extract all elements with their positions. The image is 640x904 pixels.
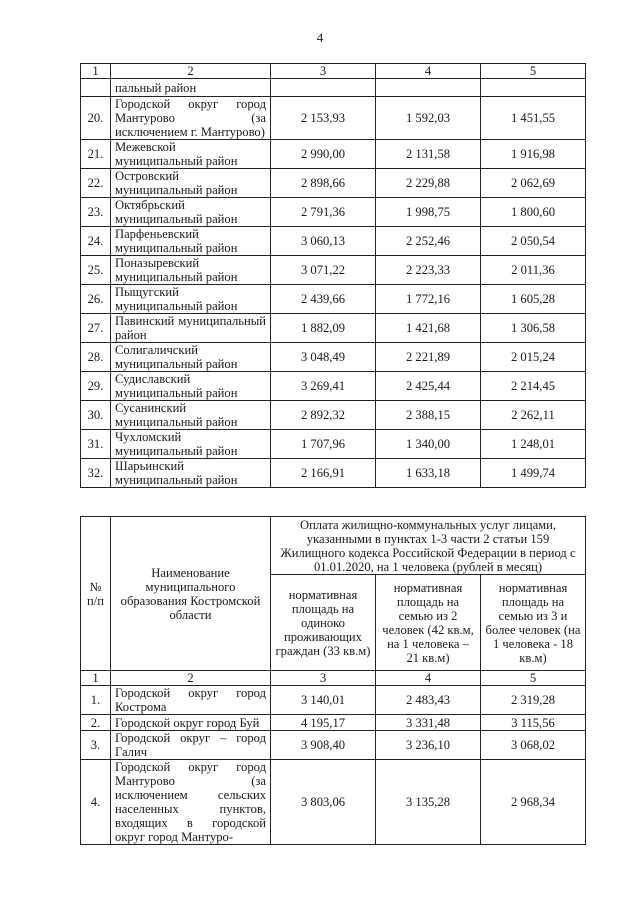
value-col5: 2 062,69 [481,169,586,198]
municipality-name: Пыщугский муниципальный район [111,285,271,314]
municipality-name: Солигаличский муниципальный район [111,343,271,372]
value-col5: 2 011,36 [481,256,586,285]
header-row [81,517,586,575]
row-number: 4. [81,760,111,845]
col-number: 4 [376,64,481,79]
value-col4: 1 633,18 [376,459,481,488]
row-number: 23. [81,198,111,227]
table-row [81,256,586,285]
value-col4: 3 331,48 [376,715,481,731]
row-number: 27. [81,314,111,343]
value-col5: 1 605,28 [481,285,586,314]
col-number: 5 [481,64,586,79]
value-col3: 3 048,49 [271,343,376,372]
table-row [81,97,586,140]
municipality-name: Городской округ город Мантурово (за исключением г. Мантурово) [111,97,271,140]
value-col4: 2 223,33 [376,256,481,285]
value-col5: 2 319,28 [481,686,586,715]
column-number-row [81,64,586,79]
value-col5: 1 916,98 [481,140,586,169]
header-col3: нормативная площадь на одиноко проживающих граждан (33 кв.м) [271,575,376,671]
value-col5: 1 499,74 [481,459,586,488]
value-col3: 3 269,41 [271,372,376,401]
municipality-name: Чухломский муниципальный район [111,430,271,459]
value-col4: 2 229,88 [376,169,481,198]
table-row [81,715,586,731]
row-number: 28. [81,343,111,372]
value-col4: 2 221,89 [376,343,481,372]
table-continued [80,63,586,488]
value-col4: 1 998,75 [376,198,481,227]
row-number: 29. [81,372,111,401]
value-col5: 2 968,34 [481,760,586,845]
municipality-name: Городской округ город Кострома [111,686,271,715]
value-col3: 2 898,66 [271,169,376,198]
value-col3: 4 195,17 [271,715,376,731]
row-number: 2. [81,715,111,731]
table-row [81,459,586,488]
municipality-name: Городской округ – город Галич [111,731,271,760]
value-col4: 2 131,58 [376,140,481,169]
table-row [81,760,586,845]
value-col4: 1 592,03 [376,97,481,140]
table-row [81,430,586,459]
table-row [81,198,586,227]
value-col4: 1 772,16 [376,285,481,314]
col-number: 3 [271,671,376,686]
table-row [81,285,586,314]
row-number: 21. [81,140,111,169]
col-number: 2 [111,671,271,686]
payment-table [80,516,586,845]
municipality-name: Октябрьский муниципальный район [111,198,271,227]
municipality-name: Сусанинский муниципальный район [111,401,271,430]
row-number: 24. [81,227,111,256]
municipality-name: Межевской муниципальный район [111,140,271,169]
table-row [81,140,586,169]
value-col5: 1 800,60 [481,198,586,227]
value-col4: 2 252,46 [376,227,481,256]
col-number: 2 [111,64,271,79]
value-col5: 2 015,24 [481,343,586,372]
value-col4: 2 425,44 [376,372,481,401]
value-col5: 1 248,01 [481,430,586,459]
value-col4: 1 340,00 [376,430,481,459]
value-col3: 2 990,00 [271,140,376,169]
col-number: 1 [81,64,111,79]
value-col3: 3 060,13 [271,227,376,256]
table-row [81,343,586,372]
page-number: 4 [316,30,324,45]
municipality-name: Судиславский муниципальный район [111,372,271,401]
header-col4: нормативная площадь на семью из 2 человек (42 кв.м, на 1 человека – 21 кв.м) [376,575,481,671]
table-row [81,731,586,760]
value-col3: 2 166,91 [271,459,376,488]
value-col4: 3 236,10 [376,731,481,760]
continuation-row [81,79,586,97]
value-col3: 3 140,01 [271,686,376,715]
value-col4: 1 421,68 [376,314,481,343]
value-col3: 2 439,66 [271,285,376,314]
value-col5: 2 262,11 [481,401,586,430]
value-col5: 3 115,56 [481,715,586,731]
value-col3: 2 892,32 [271,401,376,430]
municipality-name: Городской округ город Буй [111,715,271,731]
continuation-text: пальный район [111,79,271,97]
municipality-name: Павинский муниципальный район [111,314,271,343]
table-row [81,314,586,343]
col-number: 3 [271,64,376,79]
column-number-row [81,671,586,686]
row-number: 26. [81,285,111,314]
municipality-name: Поназыревский муниципальный район [111,256,271,285]
value-col4: 2 388,15 [376,401,481,430]
value-col3: 3 908,40 [271,731,376,760]
value-col3: 2 791,36 [271,198,376,227]
value-col5: 2 214,45 [481,372,586,401]
value-col3: 1 882,09 [271,314,376,343]
header-group: Оплата жилищно-коммунальных услуг лицами, указанными в пунктах 1-3 части 2 статьи 159 Жилищного кодекса Российской Федерации в период с 01.01.2020, на 1 человека (рублей в месяц) [271,517,586,575]
value-col3: 1 707,96 [271,430,376,459]
value-col4: 2 483,43 [376,686,481,715]
col-number: 1 [81,671,111,686]
row-number: 20. [81,97,111,140]
row-number: 25. [81,256,111,285]
row-number: 32. [81,459,111,488]
value-col5: 1 451,55 [481,97,586,140]
value-col5: 3 068,02 [481,731,586,760]
value-col5: 1 306,58 [481,314,586,343]
header-num: № п/п [81,517,111,671]
table-row [81,227,586,256]
col-number: 4 [376,671,481,686]
table-row [81,686,586,715]
col-number: 5 [481,671,586,686]
municipality-name: Шарьинский муниципальный район [111,459,271,488]
row-number: 3. [81,731,111,760]
header-col5: нормативная площадь на семью из 3 и более человек (на 1 человека - 18 кв.м) [481,575,586,671]
table-row [81,401,586,430]
value-col5: 2 050,54 [481,227,586,256]
value-col4: 3 135,28 [376,760,481,845]
municipality-name: Островский муниципальный район [111,169,271,198]
row-number: 1. [81,686,111,715]
value-col3: 3 071,22 [271,256,376,285]
municipality-name: Городской округ город Мантурово (за исключением сельских населенных пунктов, входящих в городской округ город Мантуро- [111,760,271,845]
row-number: 31. [81,430,111,459]
table-row [81,169,586,198]
row-number: 30. [81,401,111,430]
table-row [81,372,586,401]
municipality-name: Парфеньевский муниципальный район [111,227,271,256]
value-col3: 3 803,06 [271,760,376,845]
row-number: 22. [81,169,111,198]
value-col3: 2 153,93 [271,97,376,140]
header-name: Наименование муниципального образования Костромской области [111,517,271,671]
